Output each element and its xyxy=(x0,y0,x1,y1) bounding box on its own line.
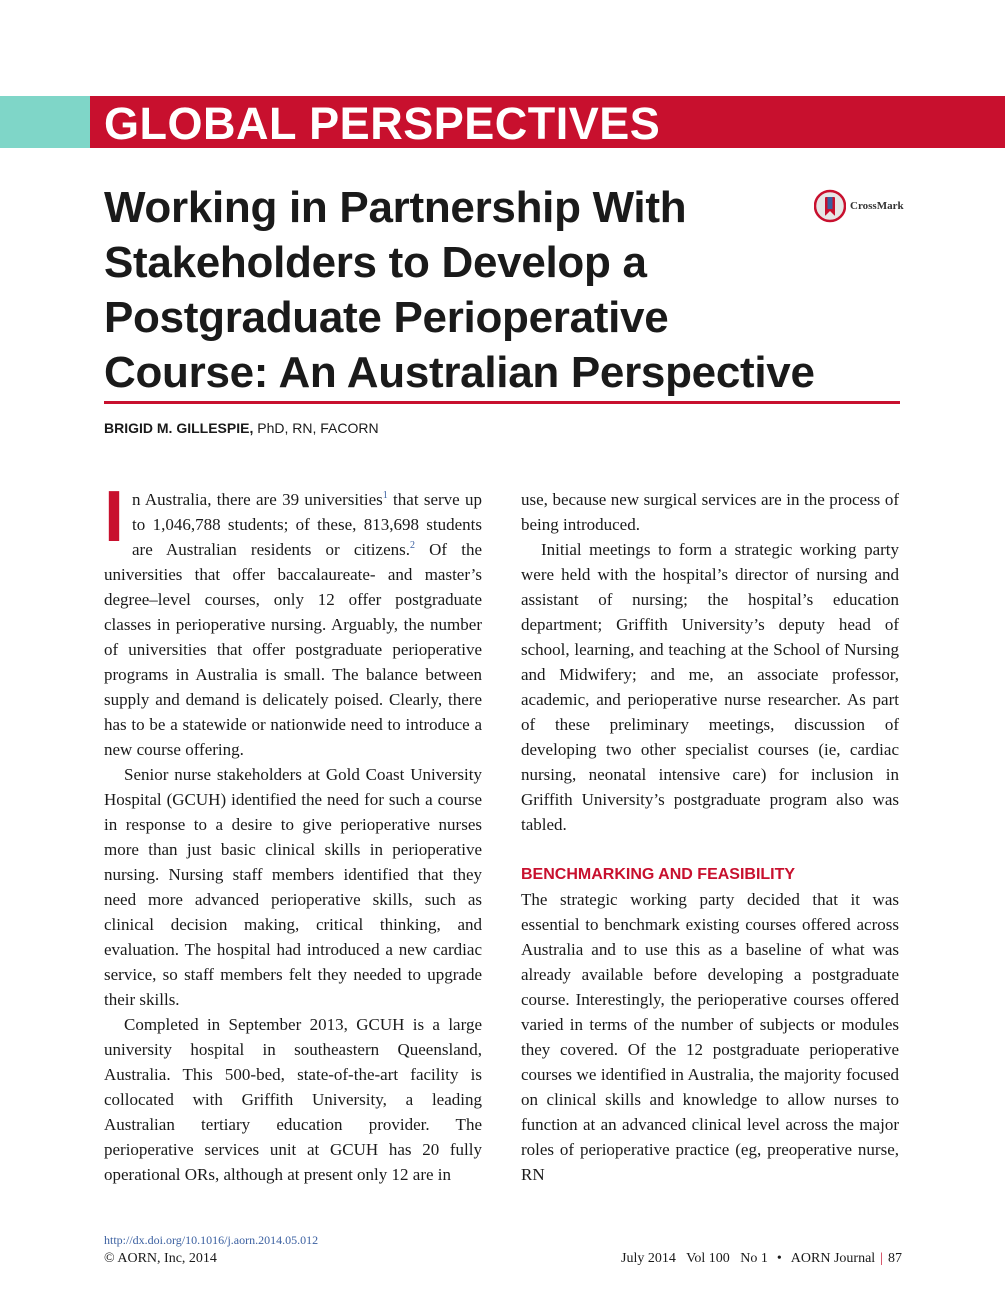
copyright: © AORN, Inc, 2014 xyxy=(104,1251,217,1266)
paragraph: use, because new surgical services are in the process of being introduced. xyxy=(521,490,899,534)
paragraph: The strategic working party decided that it was essential to benchmark existing courses offered across Australia and to use this as a baseline of what was already available before developing a postgraduate course. Interestingly, the perioperative courses offered varied in terms of the number of subjects or modules they covered. Of the 12 postgraduate perioperative courses we identified in Australia, the majority focused on clinical skills and knowledge to allow nurses to function at an advanced clinical level across the major roles of perioperative practice (eg, preoperative nurse, RN xyxy=(521,890,899,1184)
crossmark-icon xyxy=(814,189,846,223)
banner-accent-teal xyxy=(0,96,90,148)
article-title xyxy=(104,180,904,400)
page-number: 87 xyxy=(888,1251,902,1266)
bullet-icon: • xyxy=(776,1251,782,1266)
title-rule xyxy=(104,401,900,404)
title-line: Course: An Australian Perspective xyxy=(104,348,815,397)
paragraph: Completed in September 2013, GCUH is a large university hospital in southeastern Queensland, Australia. This 500-bed, state-of-the-art facility is collocated with Griffith University, a leading Australian tertiary education provider. The perioperative services unit at GCUH has 20 fully operational ORs, although at present only 12 are in xyxy=(104,1015,482,1184)
title-line: Working in Partnership With xyxy=(104,183,687,232)
crossmark-label: CrossMark xyxy=(850,200,904,212)
paragraph: In Australia, there are 39 universities$^1$ that serve up to 1,046,788 students; of these, 813,698 students are Australian residents or citizens.$^2$ Of the universities that offer baccalaureate- and master’s degree–level courses, only 12 offer postgraduate classes in perioperative nursing. Arguably, the number of universities that offer postgraduate perioperative programs in Australia is small. The balance between supply and demand is delicately poised. Clearly, there has to be a statewide or nationwide need to introduce a new course offering. xyxy=(104,477,483,759)
paragraph: Senior nurse stakeholders at Gold Coast University Hospital (GCUH) identified the need for such a course in response to a desire to give perioperative nurses more than just basic clinical skills in perioperative nursing. Nursing staff members identified that they need more advanced perioperative skills, such as clinical decision making, critical thinking, and evaluation. The hospital had introduced a new cardiac service, so staff members felt they needed to upgrade their skills. xyxy=(104,765,482,1009)
issue-info: July 2014 Vol 100 No 1 xyxy=(621,1251,768,1266)
column-right xyxy=(521,487,899,1187)
author-byline xyxy=(104,420,379,436)
title-line: Postgraduate Perioperative xyxy=(104,293,669,342)
author-name: BRIGID M. GILLESPIE, xyxy=(104,420,254,436)
drop-cap: I xyxy=(104,477,125,557)
crossmark-badge[interactable] xyxy=(814,189,914,223)
section-banner-label: GLOBAL PERSPECTIVES xyxy=(104,98,661,149)
journal-name: AORN Journal xyxy=(790,1251,876,1266)
footer-citation xyxy=(621,1251,902,1267)
reference-link[interactable]: 2 xyxy=(410,540,415,551)
author-credentials: PhD, RN, FACORN xyxy=(257,420,379,436)
column-left xyxy=(104,477,483,1187)
doi-link[interactable]: http://dx.doi.org/10.1016/j.aorn.2014.05.012 xyxy=(104,1233,319,1247)
title-line: Stakeholders to Develop a xyxy=(104,238,647,287)
footer-separator: | xyxy=(880,1251,883,1266)
paragraph: Initial meetings to form a strategic working party were held with the hospital’s director of nursing and assistant of nursing; the hospital’s education department; Griffith University’s deputy head of school, learning, and teaching at the School of Nursing and Midwifery; and me, an associate professor, academic, and perioperative nurse researcher. As part of these preliminary meetings, discussion of developing two other specialist courses (ie, cardiac nursing, neonatal intensive care) for inclusion in Griffith University’s postgraduate program also was tabled. xyxy=(521,540,899,834)
section-heading: BENCHMARKING AND FEASIBILITY xyxy=(521,866,796,883)
reference-link[interactable]: 1 xyxy=(382,490,388,501)
